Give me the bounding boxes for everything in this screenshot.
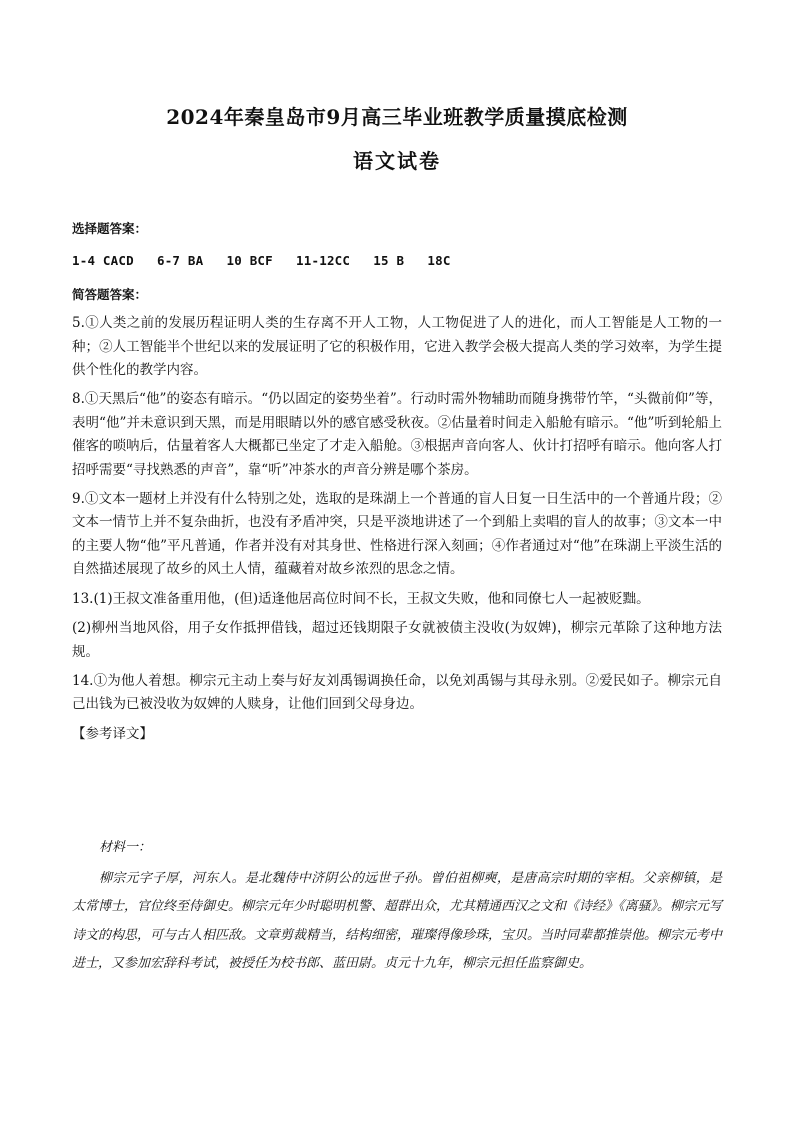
document-subtitle: 语文试卷 <box>353 149 441 173</box>
answer-section <box>72 217 722 746</box>
translation-section <box>72 834 722 979</box>
choice-heading: 选择题答案： <box>72 221 148 236</box>
reference-heading: 【参考译文】 <box>72 725 153 742</box>
translation-paragraph: 柳宗元字子厚，河东人。是北魏侍中济阴公的远世子孙。曾伯祖柳奭，是唐高宗时期的宰相。父亲柳镇，是太常博士，官位终至侍御史。柳宗元年少时聪明机警、超群出众，尤其精通西汉之文和《诗经》《离骚》。柳宗元写诗文的构思，可与古人相匹敌。文章剪裁精当，结构细密，璀璨得像珍珠，宝贝。当时同辈都推崇他。柳宗元考中进士，又参加宏辞科考试，被授任为校书郎、蓝田尉。贞元十九年，柳宗元担任监察御史。 <box>72 870 723 972</box>
answer-q8: 8.①天黑后“他”的姿态有暗示。“仍以固定的姿势坐着”。行动时需外物辅助而随身携带竹竿，“头微前仰”等，表明“他”并未意识到天黑，而是用眼睛以外的感官感受秋夜。②估量着时间走入船舱有暗示。“他”听到轮船上催客的唢呐后，估量着客人大概都已坐定了才走入船舱。③根据声音向客人、伙计打招呼有暗示。他向客人打招呼需要“寻找熟悉的声音”，靠“听”冲茶水的声音分辨是哪个茶房。 <box>72 391 722 478</box>
answer-q14: 14.①为他人着想。柳宗元主动上奏与好友刘禹锡调换任命，以免刘禹锡与其母永别。②爱民如子。柳宗元自己出钱为已被没收为奴婢的人赎身，让他们回到父母身边。 <box>72 672 722 713</box>
answer-q13-1: 13.(1)王叔文准备重用他，(但)适逢他居高位时间不长，王叔文失败，他和同僚七人一起被贬黜。 <box>72 590 650 607</box>
answer-q9: 9.①文本一题材上并没有什么特别之处，选取的是珠湖上一个普通的盲人日复一日生活中的一个普通片段；②文本一情节上并不复杂曲折，也没有矛盾冲突，只是平淡地讲述了一个到船上卖唱的盲人的故事；③文本一中的主要人物“他”平凡普通，作者并没有对其身世、性格进行深入刻画；④作者通过对“他”在珠湖上平淡生活的自然描述展现了故乡的风土人情，蕴藏着对故乡浓烈的思念之情。 <box>72 491 722 578</box>
document-title: 2024年秦皇岛市9月高三毕业班教学质量摸底检测 <box>166 105 628 129</box>
answer-q13-2: (2)柳州当地风俗，用子女作抵押借钱，超过还钱期限子女就被债主没收(为奴婢)，柳宗元革除了这种地方法规。 <box>72 620 722 660</box>
choice-answers: 1-4 CACD 6-7 BA 10 BCF 11-12CC 15 B 18C <box>72 253 451 269</box>
material-label: 材料一： <box>99 840 152 855</box>
short-answer-heading: 简答题答案： <box>72 286 148 302</box>
answer-q5: 5.①人类之前的发展历程证明人类的生存离不开人工物，人工物促进了人的进化，而人工智能是人工物的一种；②人工智能半个世纪以来的发展证明了它的积极作用，它进入教学会极大提高人类的学习效率，为学生提供个性化的教学内容。 <box>72 315 722 379</box>
